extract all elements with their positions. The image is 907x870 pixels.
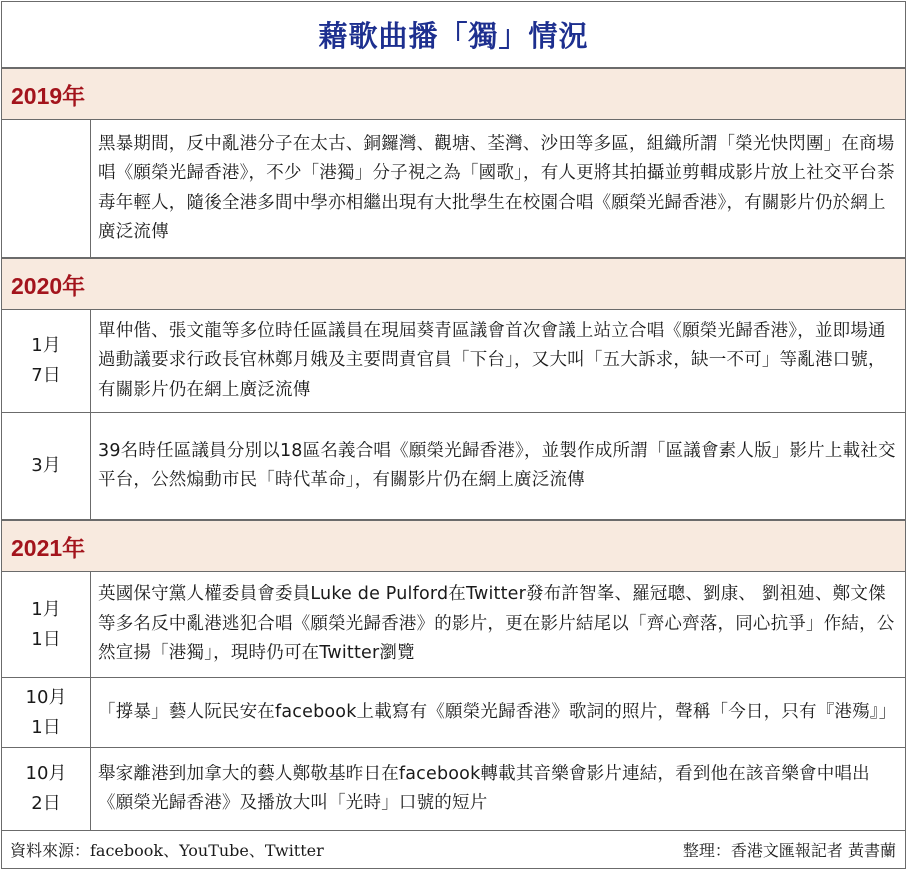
date-month: 10月 (25, 686, 67, 708)
year-header-2020: 2020年 (2, 258, 905, 310)
date-day: 1日 (31, 716, 61, 738)
table-row (2, 413, 905, 520)
year-header-2019: 2019年 (2, 68, 905, 120)
date-day: 1日 (31, 628, 61, 650)
table-row (2, 120, 905, 258)
event-text: 單仲偕、張文龍等多位時任區議員在現屆葵青區議會首次會議上站立合唱《願榮光歸香港》，並即場通過動議要求行政長官林鄭月娥及主要問責官員「下台」，又大叫「五大訴求，缺一不可」等亂港口號，有關影片仍在網上廣泛流傳 (98, 320, 886, 400)
timeline-table (1, 1, 906, 869)
table-row (2, 572, 905, 678)
date-month: 3月 (31, 455, 61, 476)
event-text: 黑暴期間，反中亂港分子在太古、銅鑼灣、觀塘、荃灣、沙田等多區，組織所謂「榮光快閃團」在商場唱《願榮光歸香港》，不少「港獨」分子視之為「國歌」，有人更將其拍攝並剪輯成影片放上社交平台荼毒年輕人，隨後全港多間中學亦相繼出現有大批學生在校園合唱《願榮光歸香港》，有關影片仍於網上廣泛流傳 (98, 133, 895, 242)
date-month: 10月 (25, 763, 67, 784)
page-title: 藉歌曲播「獨」情況 (2, 2, 905, 68)
event-text: 舉家離港到加拿大的藝人鄭敬基昨日在facebook轉載其音樂會影片連結，看到他在該音樂會中唱出《願榮光歸香港》及播放大叫「光時」口號的短片 (98, 763, 870, 813)
date-cell (2, 748, 91, 830)
date-cell (2, 120, 91, 257)
event-text: 「撐暴」藝人阮民安在facebook上載寫有《願榮光歸香港》歌詞的照片，聲稱「今日，只有『港殤』」 (98, 701, 897, 722)
date-day: 2日 (31, 793, 61, 814)
credit-note: 整理：香港文匯報記者 黃書蘭 (682, 841, 896, 860)
date-month: 1月 (31, 335, 61, 356)
event-text: 英國保守黨人權委員會委員Luke de Pulford在Twitter發布許智峯、羅冠聰、劉康、 劉祖廸、鄭文傑等多名反中亂港逃犯合唱《願榮光歸香港》的影片，更在影片結尾以「齊心齊落，同心抗爭」作結，公然宣揚「港獨」，現時仍可在Twitter瀏覽 (98, 584, 895, 664)
table-row (2, 678, 905, 748)
date-cell (2, 678, 91, 747)
year-header-2021: 2021年 (2, 520, 905, 572)
table-row (2, 310, 905, 413)
footer (2, 831, 905, 868)
source-note: 資料來源：facebook、YouTube、Twitter (10, 841, 324, 860)
date-month: 1月 (31, 598, 61, 620)
table-row (2, 748, 905, 831)
date-cell (2, 310, 91, 412)
event-text: 39名時任區議員分別以18區名義合唱《願榮光歸香港》，並製作成所謂「區議會素人版」影片上載社交平台，公然煽動市民「時代革命」，有關影片仍在網上廣泛流傳 (98, 440, 896, 490)
date-day: 7日 (31, 365, 61, 386)
date-cell (2, 572, 91, 677)
date-cell (2, 413, 91, 519)
